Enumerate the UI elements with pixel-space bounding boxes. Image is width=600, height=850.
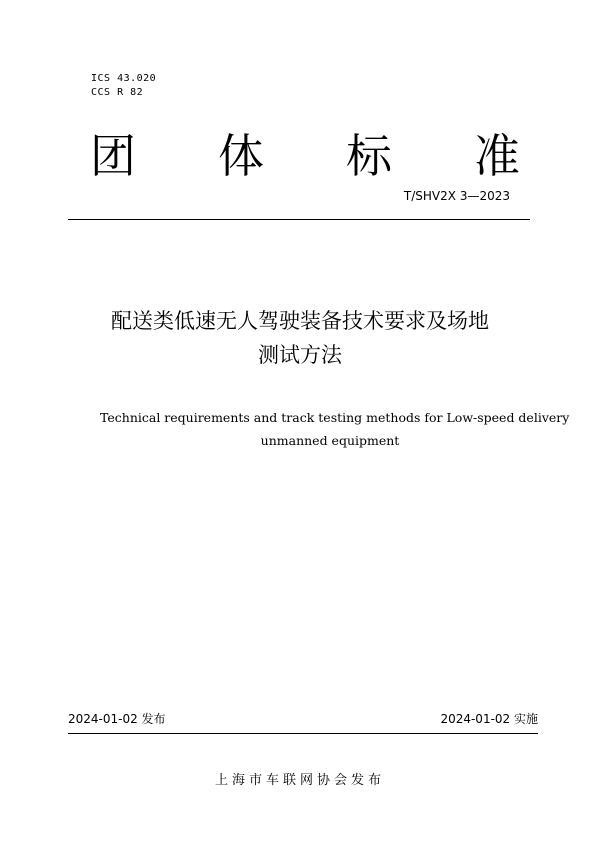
heading-char: 体 — [218, 129, 264, 183]
publisher: 上海市车联网协会发布 — [214, 773, 385, 788]
implementation-date: 2024-01-02 实施 — [440, 712, 538, 726]
ccs-code: CCS R 82 — [91, 87, 144, 98]
heading-char: 团 — [90, 129, 136, 183]
heading-char: 标 — [346, 129, 392, 183]
standard-number: T/SHV2X 3—2023 — [403, 189, 510, 203]
top-divider — [68, 219, 530, 220]
classification-codes — [91, 72, 156, 100]
publish-date: 2024-01-02 发布 — [68, 712, 166, 726]
chinese-title-line: 测试方法 — [258, 343, 342, 367]
english-title-line: Technical requirements and track testing methods for Low-speed delivery — [100, 410, 570, 425]
heading-char: 准 — [474, 129, 520, 183]
english-title-line: unmanned equipment — [260, 433, 400, 448]
ics-code: ICS 43.020 — [91, 73, 157, 84]
bottom-divider — [68, 733, 538, 734]
chinese-title-line: 配送类低速无人驾驶装备技术要求及场地 — [111, 309, 489, 333]
chinese-title — [50, 304, 550, 372]
standard-type-heading — [90, 128, 520, 184]
english-title — [100, 406, 570, 452]
